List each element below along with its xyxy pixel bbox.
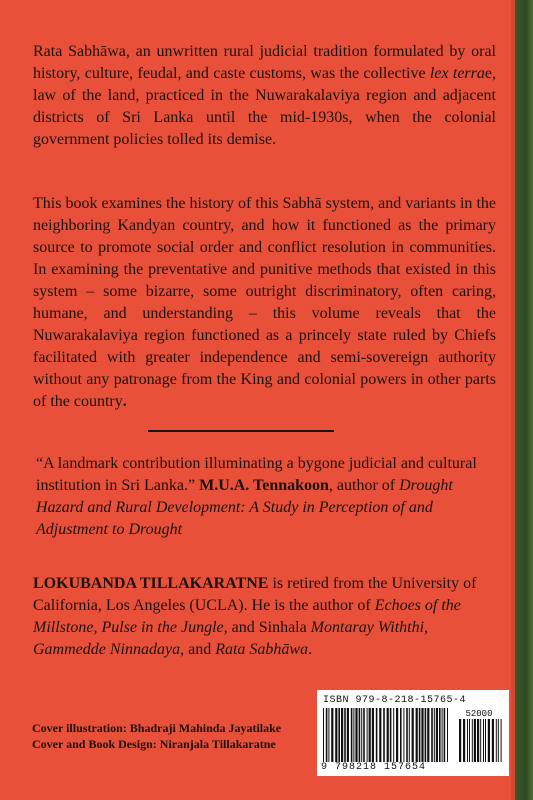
barcode-stripe — [355, 708, 357, 762]
barcode-stripe — [387, 708, 389, 762]
barcode-stripe — [427, 708, 429, 762]
price-code: 52000 — [465, 709, 493, 719]
barcode-stripe — [338, 708, 340, 762]
barcode-stripe — [444, 708, 446, 762]
barcode-stripe — [341, 708, 343, 762]
barcode-stripe — [431, 708, 433, 762]
barcode-stripe — [474, 719, 476, 762]
barcode-stripe — [351, 708, 353, 762]
barcode-stripe — [501, 719, 502, 762]
barcode-stripe — [403, 708, 404, 762]
barcode-stripe — [447, 708, 448, 762]
barcode-stripe — [425, 708, 427, 762]
barcode-stripe — [363, 708, 365, 762]
barcode-stripe — [416, 708, 418, 762]
barcode-stripe — [393, 708, 394, 762]
author-bio-text-2: and Sinhala — [227, 619, 311, 636]
barcode-stripe — [396, 708, 398, 762]
barcode-stripe — [463, 719, 465, 762]
author-name: LOKUBANDA TILLAKARATNE — [33, 575, 269, 592]
book-spine — [515, 0, 533, 800]
barcode-stripe — [483, 719, 484, 762]
barcode-stripe — [335, 708, 337, 762]
barcode-stripe — [390, 708, 392, 762]
barcode-stripe — [376, 708, 378, 762]
barcode-stripe — [331, 708, 333, 762]
barcode-stripe — [383, 708, 385, 762]
credit-illustration: Cover illustration: Bhadraji Mahinda Jayatilake — [32, 721, 282, 735]
blurb-p1-text-b: e, law of the land, practiced in the Nuwarakalaviya region and adjacent districts of Sri Lanka until the mid-1930s, when the colonial government policies tolled its demise. — [33, 65, 496, 148]
author-bio-end: . — [308, 641, 313, 658]
divider-rule — [148, 430, 334, 432]
barcode-stripe — [367, 708, 368, 762]
barcode-stripe — [421, 708, 423, 762]
barcode-stripe — [412, 708, 414, 762]
isbn-barcode — [317, 690, 509, 776]
blurb-p1-italic: lex terra — [429, 65, 485, 82]
barcode-stripe — [442, 708, 443, 762]
blurb-p2-text: This book examines the history of this Sabhā system, and variants in the neighboring Kandyan country, and how it functioned as the primary source to promote social order and conflict resolution in communities. In examining the preventative and punitive methods that existed in this system – some bizarre, some outright discriminatory, often caring, humane, and understanding – this volume reveals that the Nuwarakalaviya region functioned as a princely state ruled by Chiefs facilitated with greater independence and semi-sovereign authority without any patronage from the King and colonial powers in other parts of the country — [33, 195, 496, 410]
barcode-stripe — [353, 708, 354, 762]
barcode-stripe — [477, 719, 479, 762]
review-quote — [36, 453, 498, 541]
barcode-stripe — [400, 708, 402, 762]
barcode-stripe — [496, 719, 497, 762]
barcode-stripe — [328, 708, 329, 762]
quote-by: , author of — [328, 477, 400, 494]
barcode-stripe — [361, 708, 362, 762]
barcode-stripe — [419, 708, 421, 762]
credit-design: Cover and Book Design: Niranjala Tillakaratne — [32, 737, 276, 751]
barcode-stripe — [459, 719, 461, 762]
barcode-stripe — [379, 708, 381, 762]
author-book-3: Rata Sabhāwa — [215, 641, 309, 658]
barcode-stripe — [344, 708, 346, 762]
barcode-stripe — [485, 719, 486, 762]
barcode-stripe — [406, 708, 408, 762]
barcode-stripe — [436, 708, 438, 762]
barcode-stripe — [492, 719, 494, 762]
author-book-1: Echoes of the Millstone, Pulse in the Jungle, — [33, 597, 461, 636]
isbn-label: ISBN 979-8-218-15765-4 — [323, 695, 467, 706]
author-bio-text-1: is retired from the University of California, Los Angeles (UCLA). He is the author of — [33, 575, 477, 614]
barcode-stripe — [488, 719, 490, 762]
quote-work-title: Drought Hazard and Rural Development: A Study in Perception of and Adjustment to Drought — [36, 477, 453, 538]
author-bio — [33, 573, 496, 661]
author-book-2: Montaray Withthi, Gammedde Ninnadaya, — [33, 619, 429, 658]
barcode-stripe — [359, 708, 361, 762]
barcode-stripe — [472, 719, 473, 762]
main-barcode — [323, 708, 448, 762]
barcode-stripe — [347, 708, 349, 762]
barcode-stripe — [369, 708, 371, 762]
author-bio-text-3: and — [184, 641, 216, 658]
barcode-stripe — [467, 719, 468, 762]
barcode-stripe — [326, 708, 328, 762]
barcode-stripe — [409, 708, 410, 762]
addon-barcode — [459, 719, 502, 762]
barcode-stripe — [498, 719, 499, 762]
barcode-digits: 9 798218 157654 — [321, 762, 427, 773]
quote-text: “A landmark contribution illuminating a bygone judicial and cultural institution in Sri Lanka.” — [36, 455, 477, 494]
barcode-stripe — [372, 708, 374, 762]
blurb-p1-text-a: Rata Sabhāwa, an unwritten rural judicial tradition formulated by oral history, culture, feudal, and caste customs, was the collective — [33, 43, 496, 82]
blurb-p2-end: . — [122, 393, 127, 410]
blurb-paragraph-1 — [33, 41, 496, 151]
barcode-stripe — [323, 708, 324, 762]
barcode-stripe — [434, 708, 435, 762]
barcode-stripe — [480, 719, 481, 762]
barcode-bars — [323, 708, 505, 762]
blurb-paragraph-2 — [33, 193, 496, 413]
barcode-stripe — [469, 719, 470, 762]
quote-reviewer: M.U.A. Tennakoon — [199, 477, 329, 494]
barcode-stripe — [439, 708, 441, 762]
cover-credits — [32, 720, 292, 752]
